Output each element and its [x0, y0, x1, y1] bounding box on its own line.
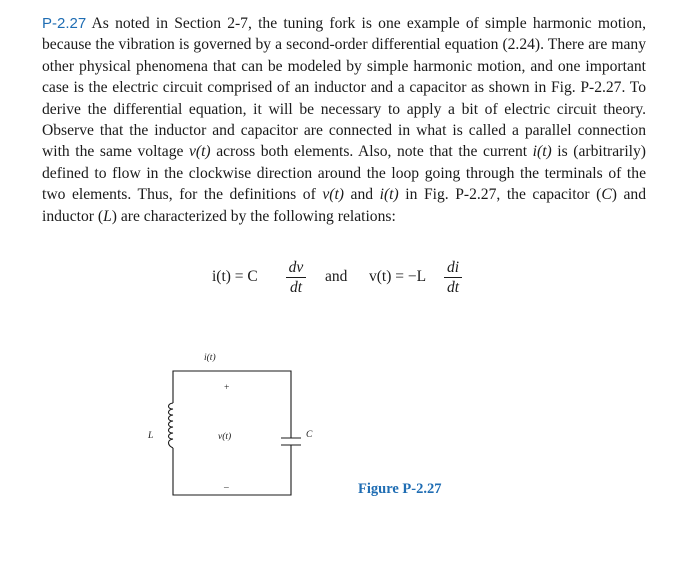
problem-text-7: ) are characterized by the following relations:	[111, 207, 396, 225]
problem-text-2: across both elements. Also, note that the current	[210, 143, 533, 161]
problem-text-4: and	[344, 186, 380, 204]
minus-sign: –	[224, 483, 229, 493]
problem-text-6: ) and inductor (	[42, 186, 647, 225]
problem-text-1: As noted in Section 2-7, the tuning fork is one example of simple harmonic motion, because the vibration is governed by a second-order differential equation (2.24). There are many other physical phenomena that can be modeled by simple harmonic motion, and one important case is the electric circuit comprised of an inductor and a capacitor as shown in Fig. P-2.27. To derive the differential equation, it will be necessary to apply a bit of electric circuit theory. Observe that the inductor and capacitor are connected in what is called a parallel connection with the same voltage	[42, 15, 646, 161]
eq1-numerator: dv	[288, 259, 304, 276]
eq2-fraction-bar	[444, 277, 462, 278]
voltage-symbol: v(t)	[188, 143, 211, 161]
eq2-numerator: di	[446, 259, 460, 276]
current-label: i(t)	[204, 353, 216, 363]
circuit-bottom-wire	[173, 445, 291, 495]
eq2-fraction	[444, 259, 462, 296]
eq1-fraction	[286, 259, 306, 296]
eq1-denominator: dt	[289, 279, 303, 296]
figure-caption: Figure P-2.27	[358, 481, 442, 497]
inductor-symbol: L	[103, 207, 112, 225]
eq1-fraction-bar	[286, 277, 306, 278]
voltage-label: v(t)	[218, 432, 232, 442]
inductor-label: L	[148, 431, 154, 441]
problem-statement	[42, 13, 646, 227]
eq2-lhs: v(t) = −L	[369, 268, 427, 285]
problem-text-5: in Fig. P-2.27, the capacitor (	[398, 186, 602, 204]
equations-conjunction: and	[325, 268, 348, 285]
voltage-symbol-2: v(t)	[322, 186, 344, 204]
plus-sign: +	[224, 383, 230, 393]
eq2-denominator: dt	[446, 279, 460, 296]
circuit-top-wire	[173, 371, 291, 438]
inductor-coil	[169, 403, 174, 448]
current-symbol-2: i(t)	[379, 186, 399, 204]
problem-number: P-2.27	[42, 15, 87, 32]
current-symbol: i(t)	[532, 143, 552, 161]
capacitor-label: C	[306, 430, 313, 440]
lc-circuit-diagram	[140, 345, 340, 505]
eq1-lhs: i(t) = C	[212, 268, 258, 285]
problem-text-3: is (arbitrarily) defined to flow in the clockwise direction around the loop going through the terminals of the two elements. Thus, for the definitions of	[42, 143, 646, 204]
capacitor-symbol: C	[601, 186, 612, 204]
